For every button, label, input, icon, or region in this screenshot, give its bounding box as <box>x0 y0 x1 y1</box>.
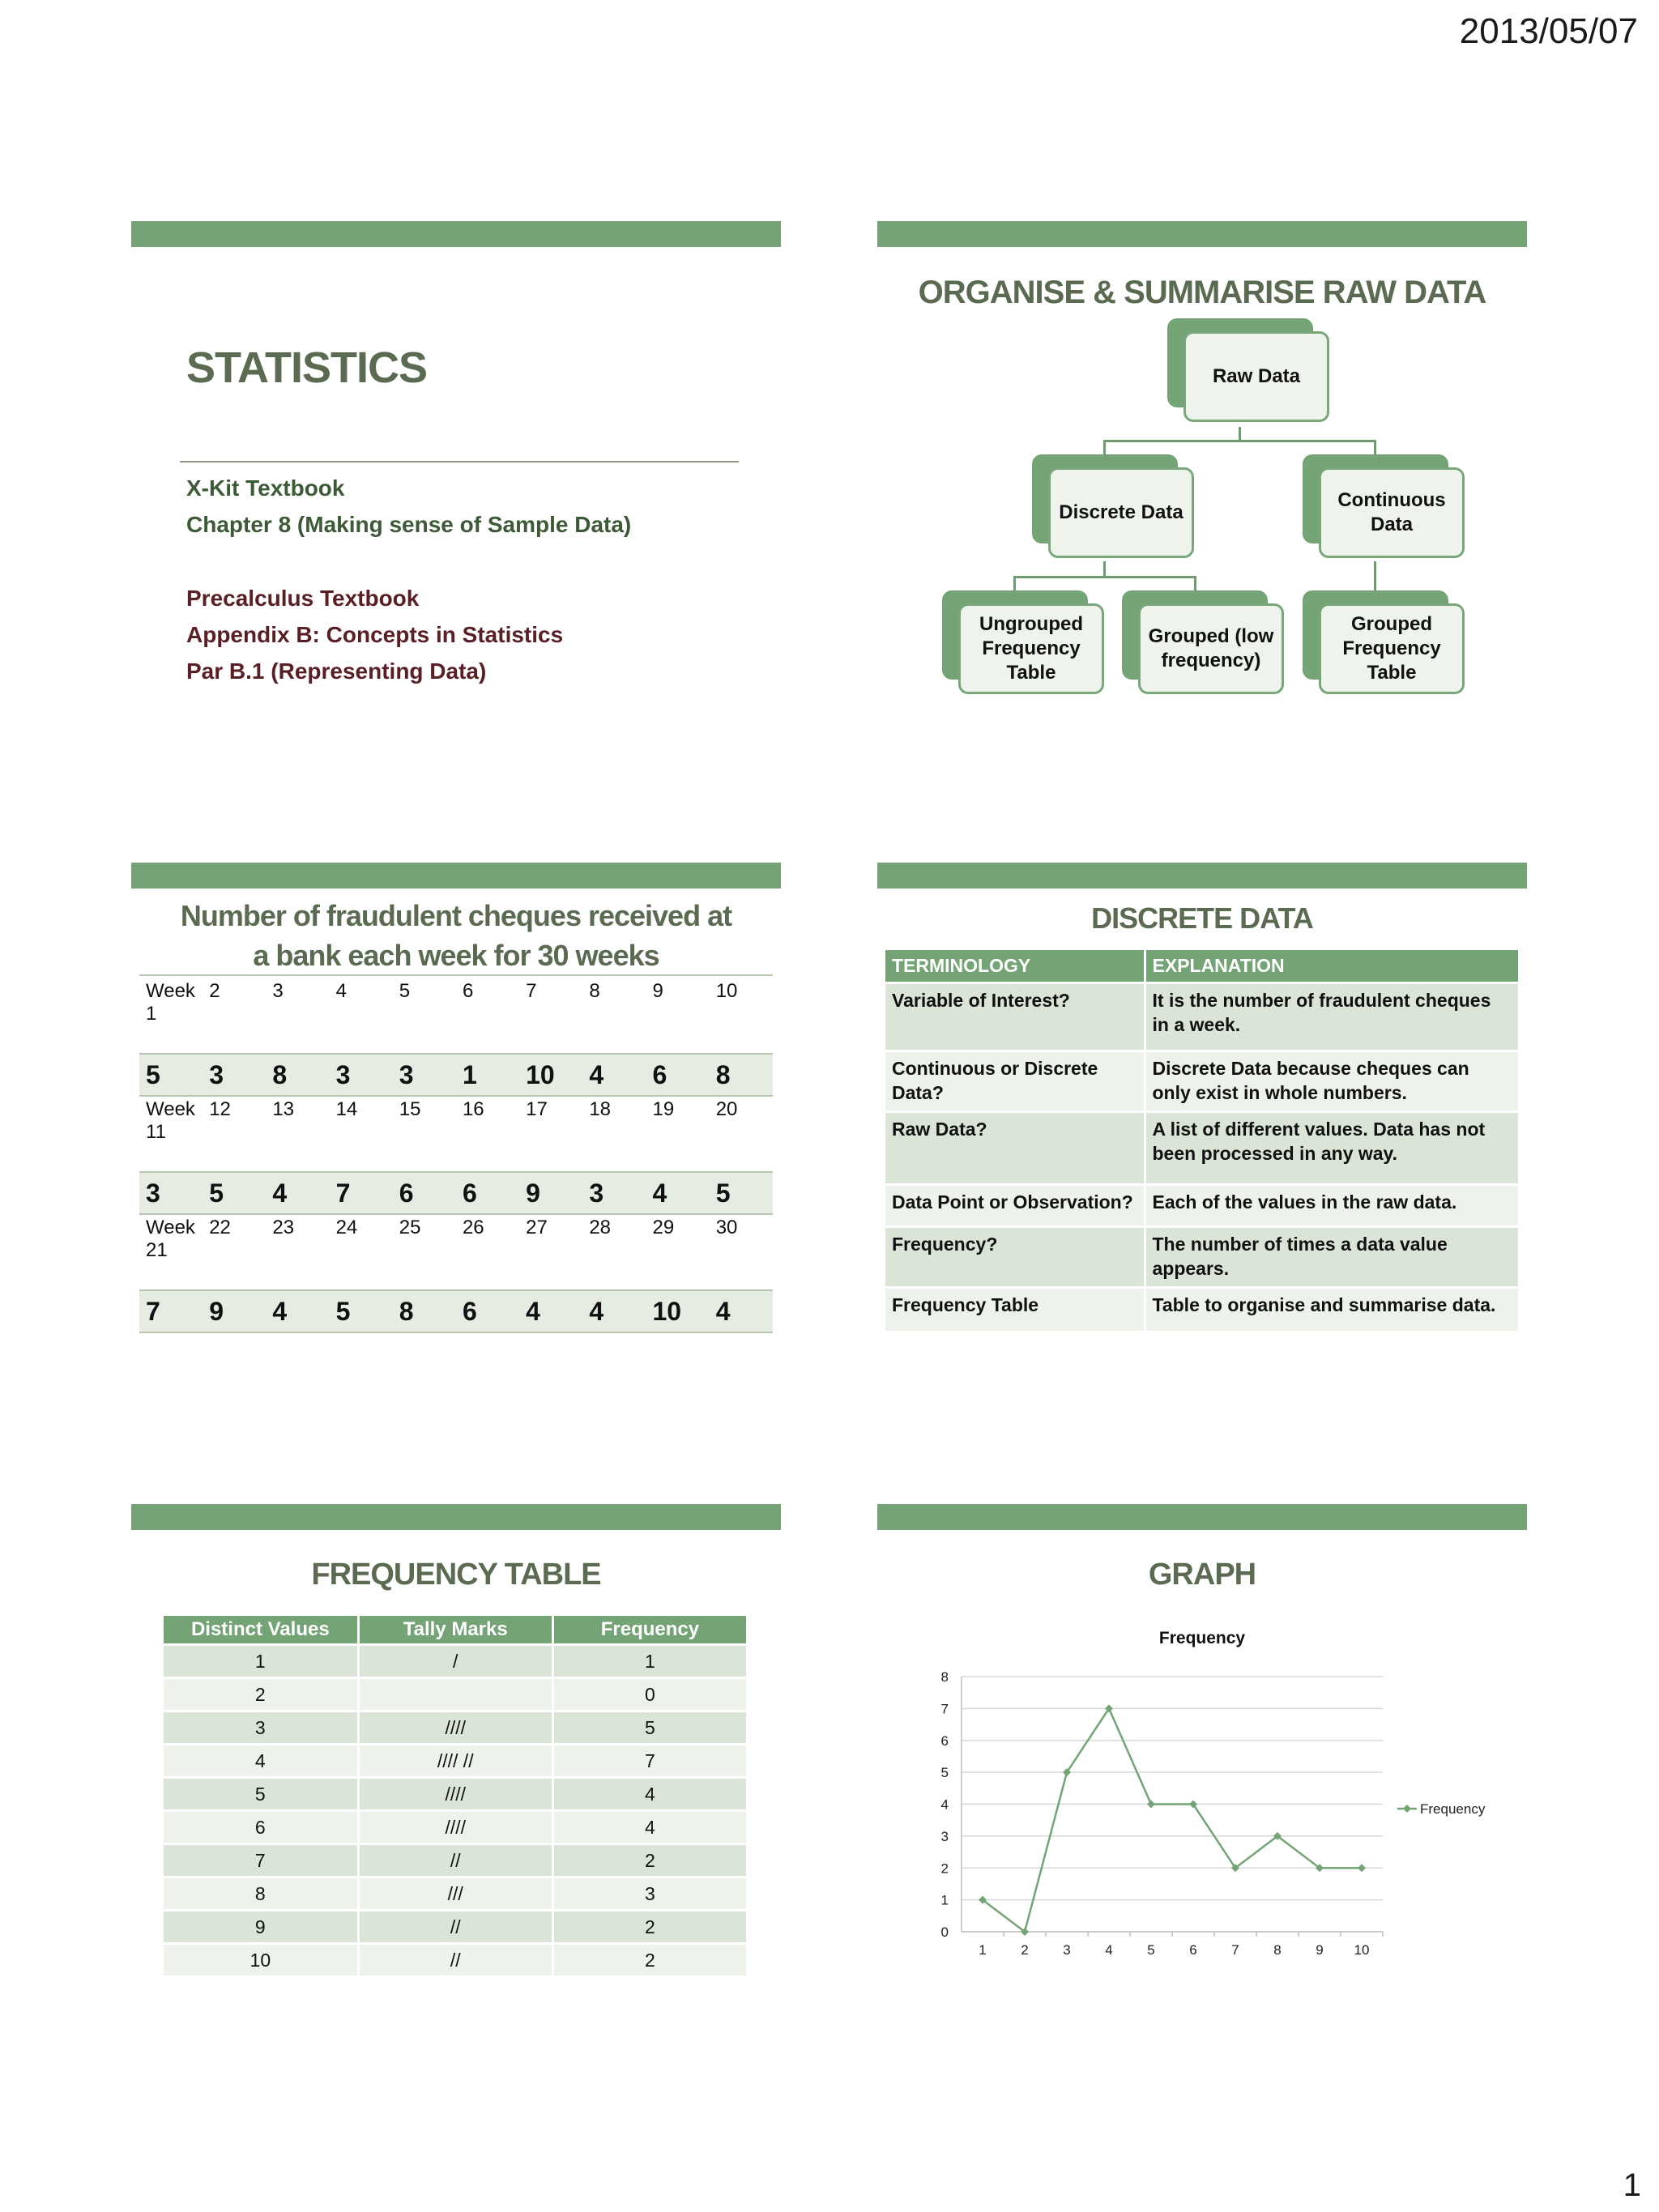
cheque-count-row <box>139 1172 773 1214</box>
week-label: 2 <box>209 980 220 1002</box>
explanation-cell: The number of times a data value appears. <box>1145 1226 1519 1287</box>
column-header: TERMINOLOGY <box>885 950 1145 983</box>
cheque-count: 3 <box>330 1054 393 1096</box>
node-label: Discrete Data <box>1048 467 1194 558</box>
cheque-count: 5 <box>330 1290 393 1332</box>
slide-frequency-table <box>131 1504 781 2006</box>
term-cell: Frequency Table <box>885 1287 1145 1331</box>
x-tick-label: 4 <box>1105 1942 1113 1958</box>
x-tick-label: 2 <box>1021 1942 1029 1958</box>
diagram-node-continuous-data <box>1303 454 1465 552</box>
x-tick-label: 5 <box>1147 1942 1155 1958</box>
y-tick-label: 5 <box>940 1765 949 1781</box>
table-row <box>885 1111 1519 1184</box>
column-header: EXPLANATION <box>1145 950 1519 983</box>
cheque-count: 10 <box>519 1054 582 1096</box>
table-row <box>164 1877 748 1911</box>
y-tick-label: 2 <box>940 1860 949 1877</box>
title-divider <box>180 461 739 462</box>
distinct-value: 5 <box>164 1778 358 1811</box>
slide-header-bar <box>877 863 1527 889</box>
cheque-count-row <box>139 1054 773 1096</box>
slide-heading: DISCRETE DATA <box>1091 901 1313 935</box>
y-tick-label: 8 <box>940 1669 949 1685</box>
cheque-count: 7 <box>139 1290 203 1332</box>
frequency-value: 3 <box>552 1877 747 1911</box>
week-label: 26 <box>462 1217 484 1238</box>
reference-line: Chapter 8 (Making sense of Sample Data) <box>186 512 632 537</box>
legend-label: Frequency <box>1420 1801 1486 1817</box>
frequency-value: 2 <box>552 1944 747 1976</box>
node-label: Continuous Data <box>1319 467 1465 558</box>
slide-raw-data-table <box>131 863 781 1365</box>
distinct-value: 7 <box>164 1844 358 1877</box>
week-label: 24 <box>335 1217 358 1238</box>
document-date: 2013/05/07 <box>1459 11 1638 51</box>
table-header-row <box>885 950 1519 983</box>
divider <box>139 974 773 976</box>
week-label: 14 <box>335 1098 358 1120</box>
x-tick-label: 3 <box>1063 1942 1071 1958</box>
cheque-count: 4 <box>582 1290 646 1332</box>
tally-marks: // <box>358 1911 552 1944</box>
y-tick-label: 4 <box>940 1796 949 1813</box>
table-row <box>164 1944 748 1976</box>
cheque-count: 6 <box>646 1054 710 1096</box>
cheque-count: 3 <box>139 1172 203 1214</box>
slide-header-bar <box>131 863 781 889</box>
cheque-count: 5 <box>710 1172 773 1214</box>
terminology-table <box>885 950 1520 1331</box>
week-label: 22 <box>209 1217 231 1238</box>
cheque-count: 4 <box>646 1172 710 1214</box>
term-cell: Variable of Interest? <box>885 983 1145 1051</box>
table-row <box>885 1051 1519 1112</box>
cheque-count: 6 <box>393 1172 456 1214</box>
week-label: Week 21 <box>146 1217 195 1261</box>
distinct-value: 2 <box>164 1678 358 1711</box>
table-row <box>885 983 1519 1051</box>
distinct-value: 1 <box>164 1645 358 1678</box>
table-row <box>164 1811 748 1844</box>
slide-graph <box>877 1504 1527 2006</box>
cheque-count: 4 <box>710 1290 773 1332</box>
y-tick-label: 3 <box>940 1828 949 1844</box>
table-row <box>885 1287 1519 1331</box>
distinct-value: 10 <box>164 1944 358 1976</box>
tally-marks: //// <box>358 1778 552 1811</box>
week-label: 29 <box>652 1217 675 1238</box>
cheque-count: 6 <box>456 1172 519 1214</box>
tally-marks: //// <box>358 1811 552 1844</box>
table-row <box>164 1678 748 1711</box>
table-row <box>164 1711 748 1745</box>
slide-header-bar <box>877 221 1527 247</box>
diagram-node-grouped-table <box>1303 590 1465 688</box>
cheque-count: 10 <box>646 1290 710 1332</box>
x-tick-label: 9 <box>1316 1942 1324 1958</box>
reference-line: X-Kit Textbook <box>186 475 345 501</box>
cheque-count: 8 <box>393 1290 456 1332</box>
cheque-count: 3 <box>203 1054 266 1096</box>
frequency-value: 2 <box>552 1844 747 1877</box>
reference-line: Par B.1 (Representing Data) <box>186 658 487 684</box>
y-tick-label: 0 <box>940 1924 949 1940</box>
distinct-value: 6 <box>164 1811 358 1844</box>
table-header-row <box>164 1616 748 1645</box>
table-row <box>164 1645 748 1678</box>
cheque-count: 6 <box>456 1290 519 1332</box>
table-row <box>885 1184 1519 1226</box>
column-header: Tally Marks <box>358 1616 552 1645</box>
cheque-count: 8 <box>266 1054 329 1096</box>
cheque-count: 4 <box>266 1172 329 1214</box>
week-label: 25 <box>399 1217 421 1238</box>
week-label: Week 11 <box>146 1098 195 1143</box>
data-point <box>1358 1864 1366 1872</box>
x-tick-label: 1 <box>979 1942 987 1958</box>
x-tick-label: 10 <box>1354 1942 1370 1958</box>
term-cell: Raw Data? <box>885 1111 1145 1184</box>
cheque-count: 5 <box>203 1172 266 1214</box>
slide-header-bar <box>131 221 781 247</box>
column-header: Frequency <box>552 1616 747 1645</box>
table-row <box>885 1226 1519 1287</box>
week-label-row <box>139 978 773 1054</box>
table-row <box>164 1745 748 1778</box>
frequency-value: 2 <box>552 1911 747 1944</box>
tally-marks: /// <box>358 1877 552 1911</box>
y-tick-label: 1 <box>940 1892 949 1908</box>
cheque-count: 3 <box>393 1054 456 1096</box>
week-label: 3 <box>272 980 284 1002</box>
tally-marks: // <box>358 1844 552 1877</box>
week-label: 7 <box>526 980 537 1002</box>
distinct-value: 8 <box>164 1877 358 1911</box>
week-label: 16 <box>462 1098 484 1120</box>
table-row <box>164 1911 748 1944</box>
slide-heading: Number of fraudulent cheques received at a bank each week for 30 weeks <box>180 899 732 972</box>
x-tick-label: 6 <box>1189 1942 1197 1958</box>
explanation-cell: It is the number of fraudulent cheques in a week. <box>1145 983 1519 1051</box>
explanation-cell: Discrete Data because cheques can only exist in whole numbers. <box>1145 1051 1519 1112</box>
frequency-value: 1 <box>552 1645 747 1678</box>
tally-marks: //// <box>358 1711 552 1745</box>
cheque-count: 8 <box>710 1054 773 1096</box>
frequency-value: 4 <box>552 1811 747 1844</box>
diagram-node-discrete-data <box>1032 454 1194 552</box>
explanation-cell: Each of the values in the raw data. <box>1145 1184 1519 1226</box>
cheque-count: 3 <box>582 1172 646 1214</box>
distinct-value: 9 <box>164 1911 358 1944</box>
connector <box>1103 561 1106 578</box>
week-label: 8 <box>589 980 600 1002</box>
slide-title-text: STATISTICS <box>186 343 427 392</box>
week-label: 23 <box>272 1217 295 1238</box>
week-label: 4 <box>335 980 347 1002</box>
legend-marker <box>1403 1805 1411 1813</box>
y-tick-label: 7 <box>940 1701 949 1717</box>
tally-marks <box>358 1678 552 1711</box>
frequency-value: 0 <box>552 1678 747 1711</box>
distinct-value: 3 <box>164 1711 358 1745</box>
node-label: Grouped Frequency Table <box>1319 603 1465 694</box>
slide-heading: GRAPH <box>1148 1558 1256 1592</box>
slide-title <box>131 221 781 723</box>
column-header: Distinct Values <box>164 1616 358 1645</box>
week-label-row <box>139 1096 773 1172</box>
cheque-count: 5 <box>139 1054 203 1096</box>
week-label: 9 <box>652 980 663 1002</box>
week-label: 27 <box>526 1217 548 1238</box>
week-label: 20 <box>715 1098 738 1120</box>
tally-marks: //// // <box>358 1745 552 1778</box>
slide-header-bar <box>131 1504 781 1530</box>
explanation-cell: A list of different values. Data has not been processed in any way. <box>1145 1111 1519 1184</box>
slide-heading: FREQUENCY TABLE <box>311 1558 601 1592</box>
tally-marks: // <box>358 1944 552 1976</box>
frequency-value: 4 <box>552 1778 747 1811</box>
weekly-cheques-table <box>139 978 773 1333</box>
week-label: 18 <box>589 1098 612 1120</box>
node-label: Ungrouped Frequency Table <box>958 603 1104 694</box>
week-label: Week 1 <box>146 980 195 1025</box>
table-row <box>164 1844 748 1877</box>
connector <box>1239 427 1241 441</box>
diagram-node-grouped-low <box>1122 590 1284 688</box>
cheque-count: 4 <box>519 1290 582 1332</box>
week-label: 30 <box>715 1217 738 1238</box>
week-label-row <box>139 1214 773 1290</box>
reference-line: Precalculus Textbook <box>186 586 420 611</box>
x-tick-label: 8 <box>1273 1942 1282 1958</box>
week-label: 10 <box>715 980 738 1002</box>
node-label: Raw Data <box>1183 331 1329 422</box>
cheque-count-row <box>139 1290 773 1332</box>
frequency-value: 7 <box>552 1745 747 1778</box>
slide-discrete-data <box>877 863 1527 1365</box>
page-number: 1 <box>1623 2167 1641 2203</box>
data-point <box>1147 1801 1155 1809</box>
week-label: 6 <box>462 980 474 1002</box>
tally-marks: / <box>358 1645 552 1678</box>
cheque-count: 4 <box>266 1290 329 1332</box>
y-tick-label: 6 <box>940 1733 949 1749</box>
cheque-count: 9 <box>519 1172 582 1214</box>
week-label: 19 <box>652 1098 675 1120</box>
week-label: 12 <box>209 1098 231 1120</box>
series-line-frequency <box>983 1708 1362 1932</box>
table-row <box>164 1778 748 1811</box>
cheque-count: 7 <box>330 1172 393 1214</box>
term-cell: Data Point or Observation? <box>885 1184 1145 1226</box>
frequency-value: 5 <box>552 1711 747 1745</box>
cheque-count: 4 <box>582 1054 646 1096</box>
chart-title: Frequency <box>1158 1629 1246 1647</box>
diagram-node-raw-data <box>1167 318 1329 416</box>
distinct-value: 4 <box>164 1745 358 1778</box>
week-label: 17 <box>526 1098 548 1120</box>
slide-organise-diagram <box>877 221 1527 723</box>
node-label: Grouped (low frequency) <box>1138 603 1284 694</box>
frequency-table <box>164 1616 748 1975</box>
x-tick-label: 7 <box>1231 1942 1239 1958</box>
reference-line: Appendix B: Concepts in Statistics <box>186 622 564 647</box>
diagram-node-ungrouped-table <box>942 590 1104 688</box>
explanation-cell: Table to organise and summarise data. <box>1145 1287 1519 1331</box>
week-label: 28 <box>589 1217 612 1238</box>
cheque-count: 1 <box>456 1054 519 1096</box>
term-cell: Frequency? <box>885 1226 1145 1287</box>
frequency-line-chart <box>877 1504 1527 2006</box>
term-cell: Continuous or Discrete Data? <box>885 1051 1145 1112</box>
week-label: 15 <box>399 1098 421 1120</box>
week-label: 5 <box>399 980 411 1002</box>
cheque-count: 9 <box>203 1290 266 1332</box>
week-label: 13 <box>272 1098 295 1120</box>
slide-heading: ORGANISE & SUMMARISE RAW DATA <box>918 275 1486 310</box>
